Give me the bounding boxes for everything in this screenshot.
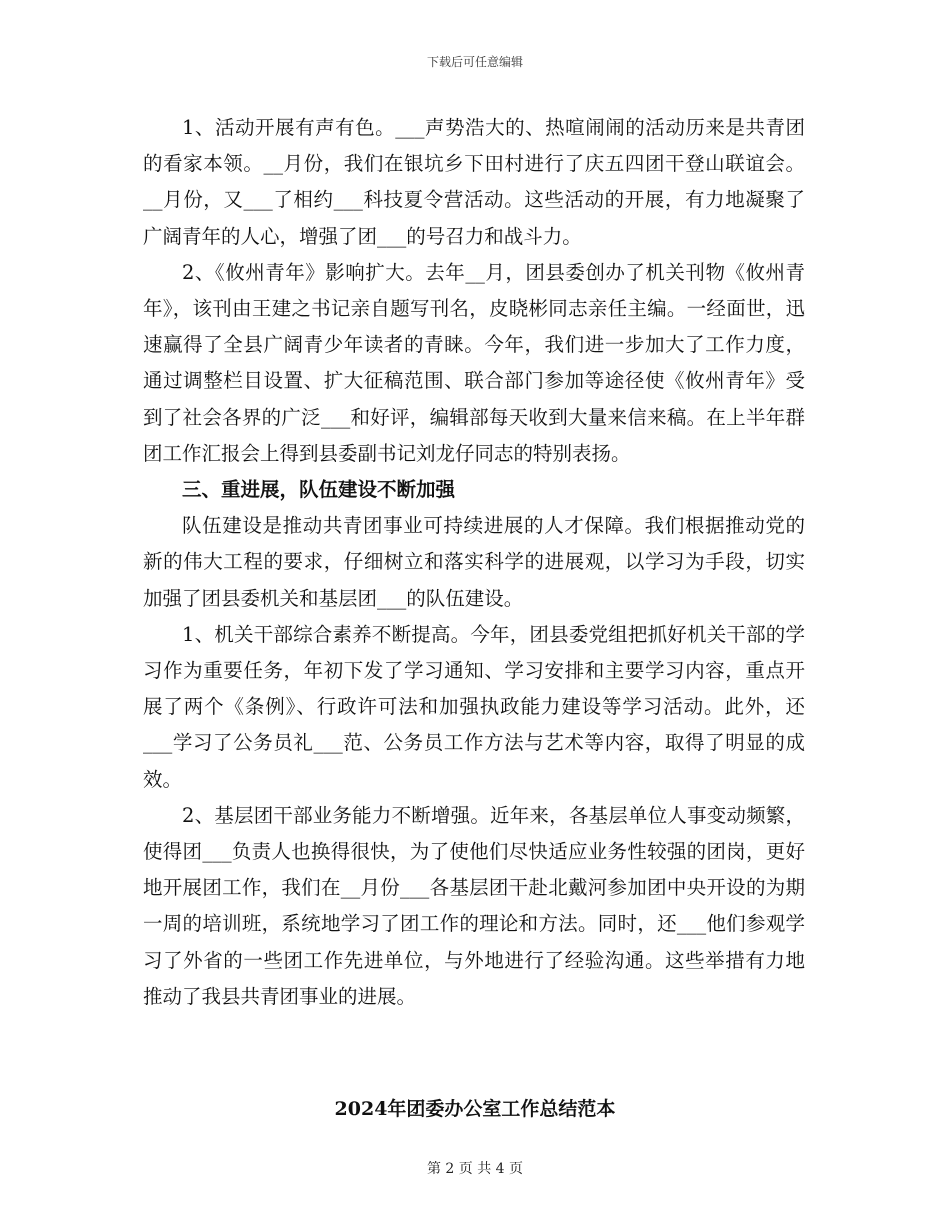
paragraph-cadre-quality: 1、机关干部综合素养不断提高。今年，团县委党组把抓好机关干部的学习作为重要任务，年初下发了学习通知、学习安排和主要学习内容，重点开展了两个《条例》、行政许可法和加强执政能力建设等学习活动。此外，还___学习了公务员礼___范、公务员工作方法与艺术等内容，取得了明显的成效。	[143, 622, 805, 791]
document-title: 2024年团委办公室工作总结范本	[334, 1098, 616, 1120]
paragraph-grassroots-ability: 2、基层团干部业务能力不断增强。近年来，各基层单位人事变动频繁，使得团___负责人也换得很快，为了使他们尽快适应业务性较强的团岗，更好地开展团工作，我们在__月份___各基层团干赴北戴河参加团中央开设的为期一周的培训班，系统地学习了团工作的理论和方法。同时，还___他们参观学习了外省的一些团工作先进单位，与外地进行了经验沟通。这些举措有力地推动了我县共青团事业的进展。	[143, 803, 805, 1008]
paragraph-youzhou-youth: 2、《攸州青年》影响扩大。去年__月，团县委创办了机关刊物《攸州青年》，该刊由王建之书记亲自题写刊名，皮晓彬同志亲任主编。一经面世，迅速赢得了全县广阔青少年读者的青睐。今年，我们进一步加大了工作力度，通过调整栏目设置、扩大征稿范围、联合部门参加等途径使《攸州青年》受到了社会各界的广泛___和好评，编辑部每天收到大量来信来稿。在上半年群团工作汇报会上得到县委副书记刘龙仔同志的特别表扬。	[143, 260, 805, 465]
paragraph-team-building: 队伍建设是推动共青团事业可持续进展的人才保障。我们根据推动党的新的伟大工程的要求，仔细树立和落实科学的进展观，以学习为手段，切实加强了团县委机关和基层团___的队伍建设。	[143, 514, 805, 610]
document-body	[143, 110, 805, 1015]
section-heading: 三、重进展，队伍建设不断加强	[182, 478, 456, 502]
page-header: 下载后可任意编辑	[426, 55, 523, 69]
page-footer: 第 2 页 共 4 页	[426, 1161, 524, 1177]
paragraph-activities: 1、活动开展有声有色。___声势浩大的、热喧闹闹的活动历来是共青团的看家本领。__月份，我们在银坑乡下田村进行了庆五四团干登山联谊会。__月份，又___了相约___科技夏令营活动。这些活动的开展，有力地凝聚了广阔青年的人心，增强了团___的号召力和战斗力。	[143, 116, 805, 248]
